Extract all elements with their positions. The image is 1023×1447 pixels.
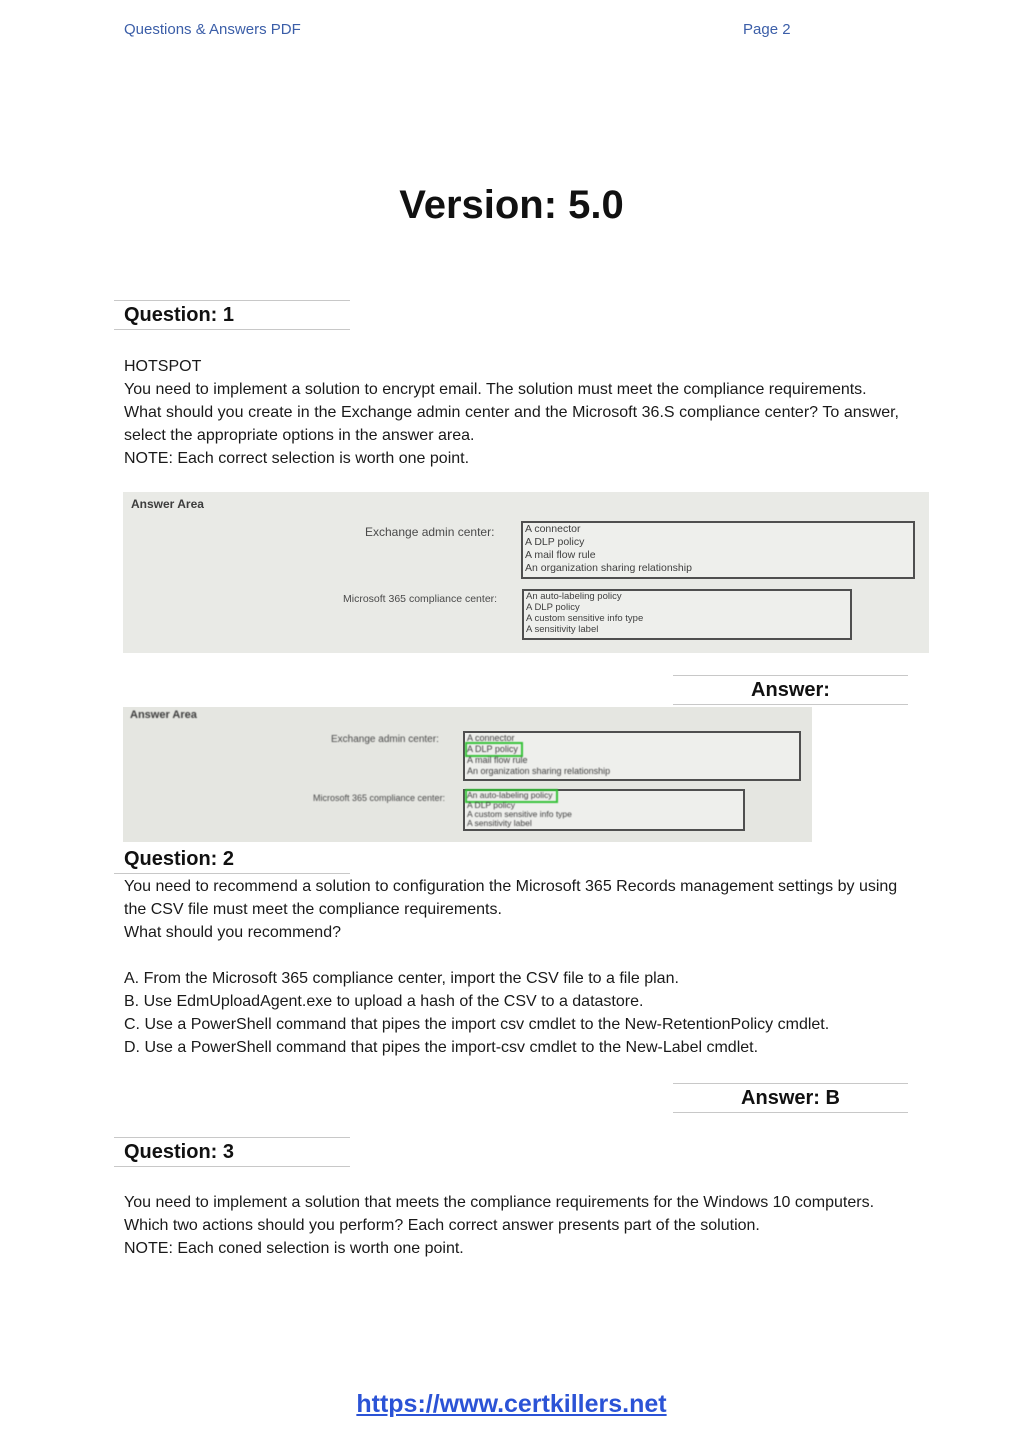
exchange-options-dropdown[interactable] [463,731,801,781]
question-3-heading-bar [114,1137,350,1167]
question-2-heading: Question: 2 [124,848,235,870]
question-1-heading: Question: 1 [124,304,235,326]
question-2-option-d: D. Use a PowerShell command that pipes the import-csv cmdlet to the New-Label cmdlet. [124,1039,759,1056]
question-1-answer-image [123,707,812,842]
question-2-answer: Answer: B [741,1087,840,1109]
question-2-option-b: B. Use EdmUploadAgent.exe to upload a hash of the CSV to a datastore. [124,993,644,1010]
question-2-prompt: What should you recommend? [124,924,341,941]
question-2-text: You need to recommend a solution to configuration the Microsoft 365 Records management settings by using the CSV file must meet the compliance requirements. [124,878,898,918]
compliance-option[interactable]: A DLP policy [526,602,580,613]
footer [0,1390,1023,1419]
question-3-text: You need to implement a solution that meets the compliance requirements for the Windows 10 computers. [124,1194,875,1211]
question-3-heading: Question: 3 [124,1141,235,1163]
question-1-note: NOTE: Each correct selection is worth one point. [124,450,470,467]
exchange-option[interactable]: A connector [525,523,581,535]
selected-highlight: A DLP policy [467,744,521,755]
question-1-prompt: What should you create in the Exchange admin center and the Microsoft 36.S compliance center? To answer, select the appropriate options in the answer area. [124,404,899,444]
question-1-type: HOTSPOT [124,358,202,375]
compliance-center-label: Microsoft 365 compliance center: [313,793,446,803]
selected-highlight: An auto-labeling policy [467,791,556,801]
question-1-text: You need to implement a solution to encrypt email. The solution must meet the compliance requirements. [124,381,867,398]
question-2-body [124,875,899,1059]
question-3-body [124,1191,899,1260]
question-1-answer-bar [673,675,908,705]
exchange-admin-center-label: Exchange admin center: [331,734,439,745]
question-1-answer-heading: Answer: [751,679,830,701]
compliance-option[interactable]: A sensitivity label [526,624,599,635]
question-2-answer-bar [673,1083,908,1113]
answer-area-title: Answer Area [131,497,204,511]
compliance-option[interactable]: A custom sensitive info type [467,808,572,819]
compliance-option[interactable]: An auto-labeling policy [526,591,622,602]
compliance-options-dropdown[interactable] [463,789,745,831]
exchange-option-selected[interactable] [465,744,799,755]
compliance-options-dropdown[interactable] [522,589,852,640]
exchange-option[interactable]: An organization sharing relationship [467,766,611,776]
exchange-option[interactable]: A connector [467,733,515,743]
question-2-option-a: A. From the Microsoft 365 compliance center, import the CSV file to a file plan. [124,970,679,987]
version-title: Version: 5.0 [399,183,624,227]
question-3-note: NOTE: Each coned selection is worth one point. [124,1240,464,1257]
question-3-prompt: Which two actions should you perform? Each correct answer presents part of the solution. [124,1217,760,1234]
header-title: Questions & Answers PDF [124,21,301,38]
exchange-option[interactable]: A mail flow rule [525,549,596,561]
page-number: Page 2 [743,21,791,38]
answer-area-title: Answer Area [130,709,197,721]
exchange-option[interactable]: A DLP policy [525,536,585,548]
question-1-heading-bar [114,300,350,330]
question-2-option-c: C. Use a PowerShell command that pipes the import csv cmdlet to the New-RetentionPolicy cmdlet. [124,1016,830,1033]
compliance-option[interactable]: A sensitivity label [467,817,532,828]
exchange-options-dropdown[interactable] [521,521,915,579]
compliance-option[interactable]: A custom sensitive info type [526,613,644,624]
compliance-option[interactable]: A DLP policy [467,799,516,810]
footer-link[interactable]: https://www.certkillers.net [356,1390,667,1418]
exchange-option[interactable]: A mail flow rule [467,755,528,765]
question-1-answer-area-image [123,492,929,653]
exchange-option[interactable]: An organization sharing relationship [525,562,692,574]
compliance-center-label: Microsoft 365 compliance center: [343,593,498,605]
question-2-heading-bar [114,845,350,874]
exchange-admin-center-label: Exchange admin center: [365,525,495,539]
question-1-body [124,355,899,470]
